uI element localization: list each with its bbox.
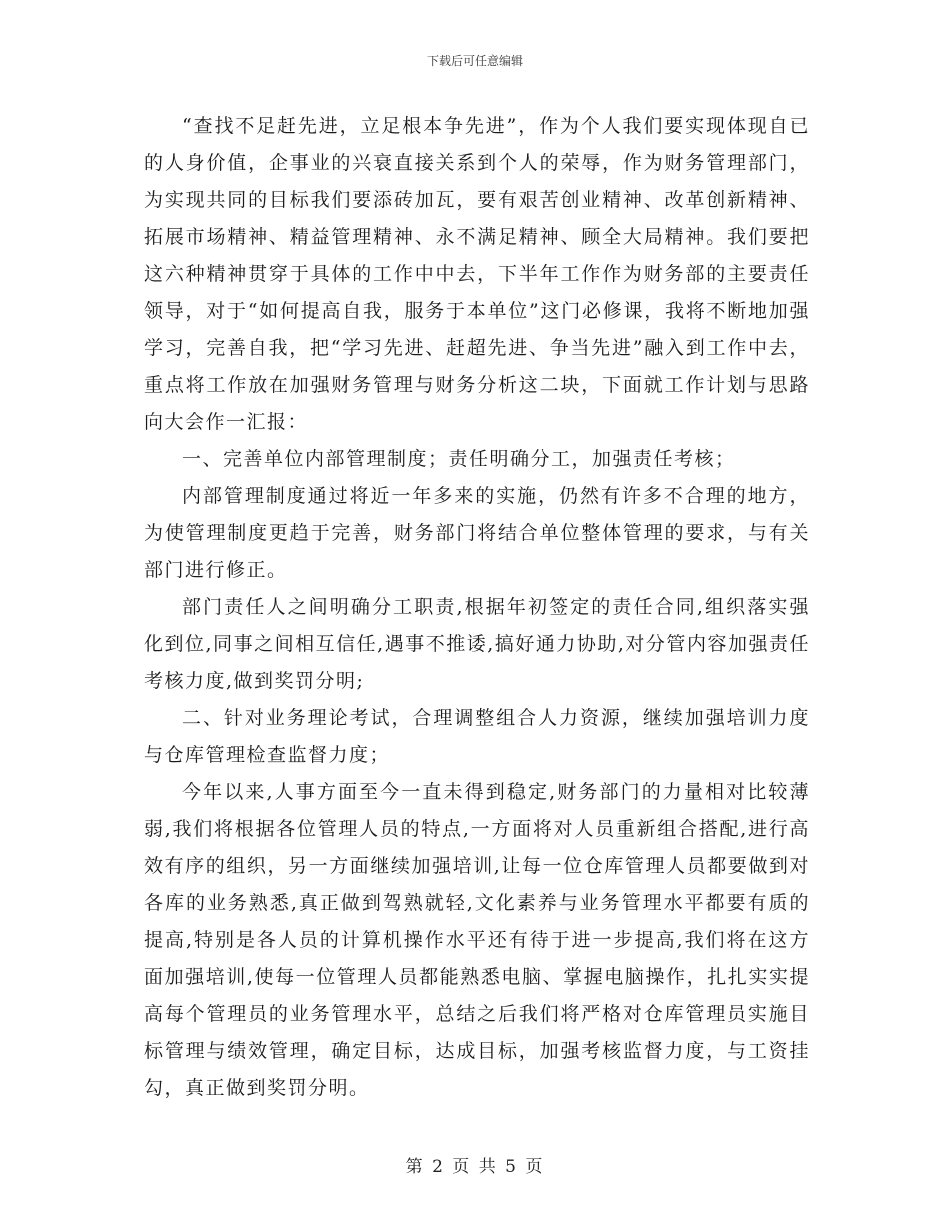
paragraph-training: 今年以来,人事方面至今一直未得到稳定,财务部门的力量相对比较薄弱,我们将根据各位管理人员的特点,一方面将对人员重新组合搭配,进行高效有序的组织，另一方面继续加强培训,让每一位仓库管理人员都要做到对各库的业务熟悉,真正做到驾熟就轻,文化素养与业务管理水平都要有质的提高,特别是各人员的计算机操作水平还有待于进一步提高,我们将在这方面加强培训,使每一位管理人员都能熟悉电脑、掌握电脑操作，扎扎实实提高每个管理员的业务管理水平，总结之后我们将严格对仓库管理员实施目标管理与绩效管理，确定目标，达成目标，加强考核监督力度，与工资挂勾，真正做到奖罚分明。 bbox=[144, 781, 810, 1099]
paragraph-intro: “查找不足赶先进，立足根本争先进”，作为个人我们要实现体现自已的人身价值，企事业的兴衰直接关系到个人的荣辱，作为财务管理部门，为实现共同的目标我们要添砖加瓦，要有艰苦创业精神、改革创新精神、拓展市场精神、精益管理精神、永不满足精神、顾全大局精神。我们要把这六种精神贯穿于具体的工作中中去，下半年工作作为财务部的主要责任领导，对于“如何提高自我，服务于本单位”这门必修课，我将不断地加强学习，完善自我，把“学习先进、赶超先进、争当先进”融入到工作中去，重点将工作放在加强财务管理与财务分析这二块，下面就工作计划与思路向大会作一汇报： bbox=[144, 115, 810, 433]
section-heading-2: 二、针对业务理论考试，合理调整组合人力资源，继续加强培训力度与仓库管理检查监督力度； bbox=[144, 707, 810, 766]
page-header: 下载后可任意编辑 bbox=[426, 54, 523, 68]
document-body bbox=[144, 108, 810, 1107]
section-heading-1: 一、完善单位内部管理制度；责任明确分工，加强责任考核； bbox=[182, 448, 736, 470]
paragraph-responsibility: 部门责任人之间明确分工职责,根据年初签定的责任合同,组织落实强化到位,同事之间相互信任,遇事不推诿,搞好通力协助,对分管内容加强责任考核力度,做到奖罚分明; bbox=[144, 596, 810, 692]
page-number-footer: 第 2 页 共 5 页 bbox=[405, 1157, 545, 1177]
paragraph-internal-management: 内部管理制度通过将近一年多来的实施，仍然有许多不合理的地方，为使管理制度更趋于完善，财务部门将结合单位整体管理的要求，与有关部门进行修正。 bbox=[144, 485, 810, 581]
